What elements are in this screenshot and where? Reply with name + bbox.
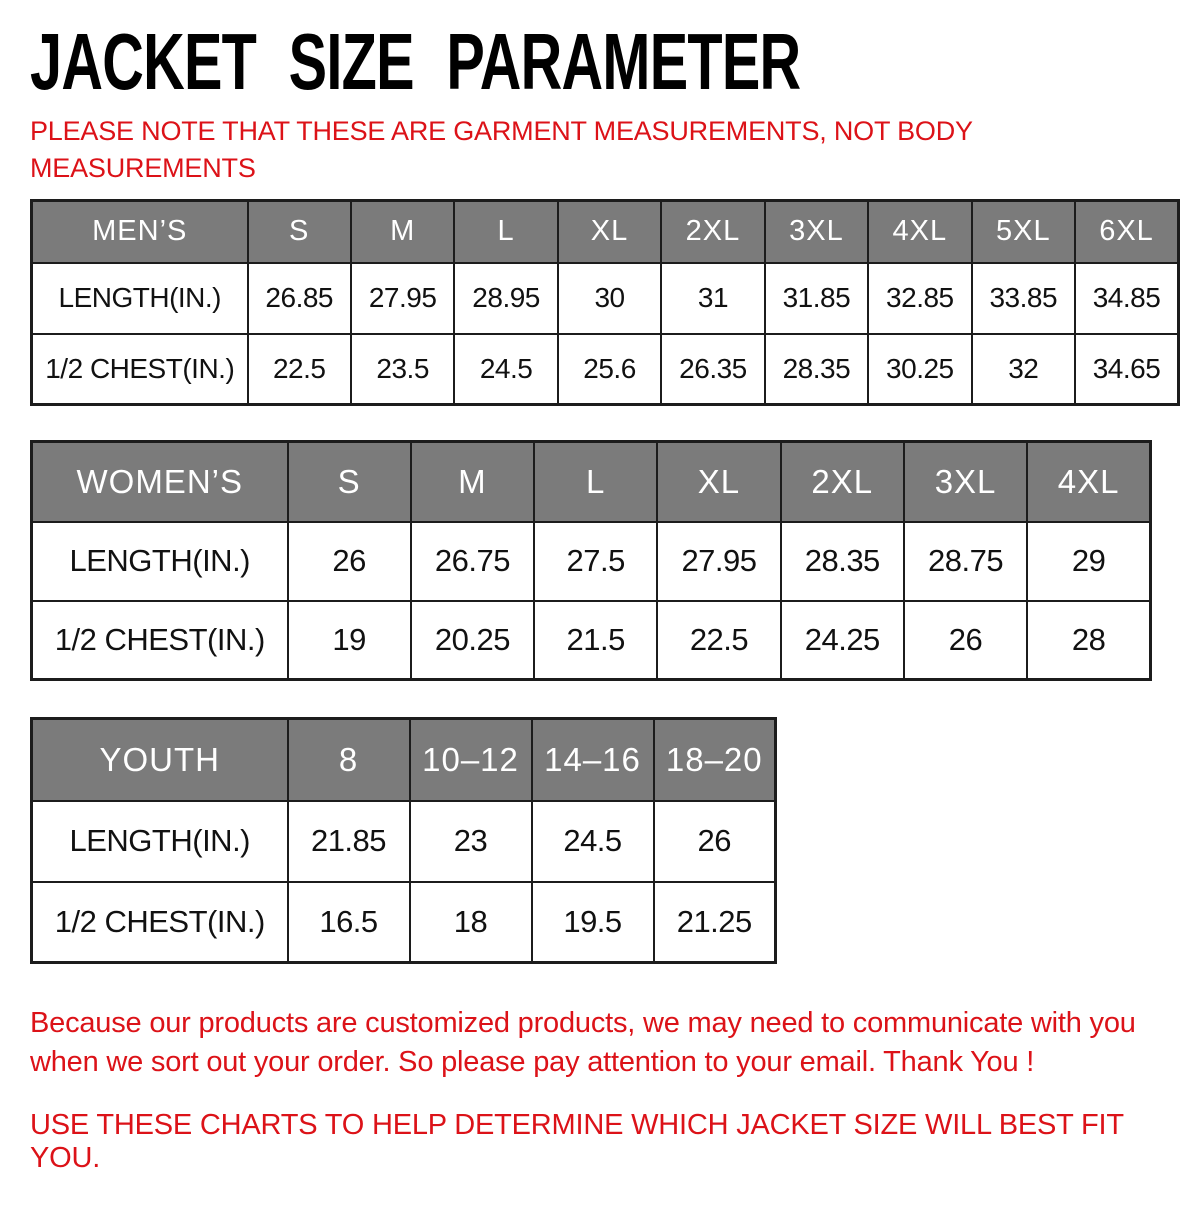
size-column-header: M bbox=[411, 442, 534, 522]
value-cell: 32.85 bbox=[868, 263, 971, 334]
value-cell: 23.5 bbox=[351, 334, 454, 405]
mens-size-table bbox=[30, 199, 1180, 406]
row-label-cell: 1/2 CHEST(IN.) bbox=[32, 334, 248, 405]
value-cell: 24.5 bbox=[454, 334, 557, 405]
row-label-cell: LENGTH(IN.) bbox=[32, 263, 248, 334]
table-row bbox=[32, 601, 1151, 680]
value-cell: 21.5 bbox=[534, 601, 657, 680]
value-cell: 26.35 bbox=[661, 334, 764, 405]
size-column-header: XL bbox=[558, 201, 661, 263]
size-column-header: 2XL bbox=[781, 442, 904, 522]
value-cell: 27.95 bbox=[657, 522, 780, 601]
size-column-header: 18–20 bbox=[654, 719, 776, 801]
size-column-header: S bbox=[248, 201, 351, 263]
row-label-cell: 1/2 CHEST(IN.) bbox=[32, 882, 288, 963]
value-cell: 28.35 bbox=[781, 522, 904, 601]
value-cell: 19 bbox=[288, 601, 411, 680]
womens-size-table bbox=[30, 440, 1152, 681]
value-cell: 28 bbox=[1027, 601, 1150, 680]
value-cell: 26 bbox=[288, 522, 411, 601]
value-cell: 30 bbox=[558, 263, 661, 334]
value-cell: 28.35 bbox=[765, 334, 868, 405]
size-column-header: 4XL bbox=[868, 201, 971, 263]
size-column-header: XL bbox=[657, 442, 780, 522]
note-line-2: MEASUREMENTS bbox=[30, 153, 256, 183]
table-row bbox=[32, 263, 1179, 334]
youth-header-row bbox=[32, 719, 776, 801]
value-cell: 31.85 bbox=[765, 263, 868, 334]
value-cell: 26.85 bbox=[248, 263, 351, 334]
customization-notice bbox=[30, 1004, 1200, 1082]
value-cell: 31 bbox=[661, 263, 764, 334]
youth-table-title-cell: YOUTH bbox=[32, 719, 288, 801]
value-cell: 22.5 bbox=[248, 334, 351, 405]
size-column-header: M bbox=[351, 201, 454, 263]
value-cell: 27.95 bbox=[351, 263, 454, 334]
value-cell: 22.5 bbox=[657, 601, 780, 680]
note-line-1: PLEASE NOTE THAT THESE ARE GARMENT MEASUREMENTS, NOT BODY bbox=[30, 116, 973, 146]
usage-instruction: USE THESE CHARTS TO HELP DETERMINE WHICH JACKET SIZE WILL BEST FIT YOU. bbox=[30, 1109, 1124, 1174]
value-cell: 33.85 bbox=[972, 263, 1075, 334]
page-title bbox=[30, 17, 1200, 106]
value-cell: 19.5 bbox=[532, 882, 654, 963]
womens-header-row bbox=[32, 442, 1151, 522]
size-column-header: 8 bbox=[288, 719, 410, 801]
table-row bbox=[32, 882, 776, 963]
value-cell: 26 bbox=[904, 601, 1027, 680]
value-cell: 26 bbox=[654, 801, 776, 882]
youth-size-table bbox=[30, 717, 777, 964]
size-column-header: 3XL bbox=[765, 201, 868, 263]
value-cell: 34.65 bbox=[1075, 334, 1179, 405]
value-cell: 28.75 bbox=[904, 522, 1027, 601]
size-column-header: 3XL bbox=[904, 442, 1027, 522]
page-title-text: JACKET SIZE PARAMETER bbox=[30, 17, 801, 106]
value-cell: 30.25 bbox=[868, 334, 971, 405]
value-cell: 32 bbox=[972, 334, 1075, 405]
value-cell: 24.5 bbox=[532, 801, 654, 882]
size-column-header: L bbox=[534, 442, 657, 522]
jacket-size-chart-page bbox=[0, 17, 1200, 1175]
row-label-cell: 1/2 CHEST(IN.) bbox=[32, 601, 288, 680]
value-cell: 25.6 bbox=[558, 334, 661, 405]
size-column-header: 2XL bbox=[661, 201, 764, 263]
mens-table-title-cell: MEN’S bbox=[32, 201, 248, 263]
value-cell: 28.95 bbox=[454, 263, 557, 334]
size-column-header: 6XL bbox=[1075, 201, 1179, 263]
value-cell: 27.5 bbox=[534, 522, 657, 601]
value-cell: 16.5 bbox=[288, 882, 410, 963]
womens-table-title-cell: WOMEN’S bbox=[32, 442, 288, 522]
mens-header-row bbox=[32, 201, 1179, 263]
value-cell: 24.25 bbox=[781, 601, 904, 680]
size-column-header: 5XL bbox=[972, 201, 1075, 263]
value-cell: 29 bbox=[1027, 522, 1150, 601]
table-row bbox=[32, 334, 1179, 405]
value-cell: 23 bbox=[410, 801, 532, 882]
size-column-header: S bbox=[288, 442, 411, 522]
size-column-header: L bbox=[454, 201, 557, 263]
value-cell: 18 bbox=[410, 882, 532, 963]
table-row bbox=[32, 522, 1151, 601]
value-cell: 26.75 bbox=[411, 522, 534, 601]
row-label-cell: LENGTH(IN.) bbox=[32, 522, 288, 601]
customization-notice-line-2: when we sort out your order. So please pay attention to your email. Thank You ! bbox=[30, 1046, 1035, 1078]
garment-measurement-note bbox=[30, 113, 1200, 187]
size-column-header: 10–12 bbox=[410, 719, 532, 801]
value-cell: 34.85 bbox=[1075, 263, 1179, 334]
table-row bbox=[32, 801, 776, 882]
size-column-header: 14–16 bbox=[532, 719, 654, 801]
row-label-cell: LENGTH(IN.) bbox=[32, 801, 288, 882]
value-cell: 21.25 bbox=[654, 882, 776, 963]
customization-notice-line-1: Because our products are customized products, we may need to communicate with you bbox=[30, 1007, 1136, 1039]
size-column-header: 4XL bbox=[1027, 442, 1150, 522]
value-cell: 21.85 bbox=[288, 801, 410, 882]
value-cell: 20.25 bbox=[411, 601, 534, 680]
